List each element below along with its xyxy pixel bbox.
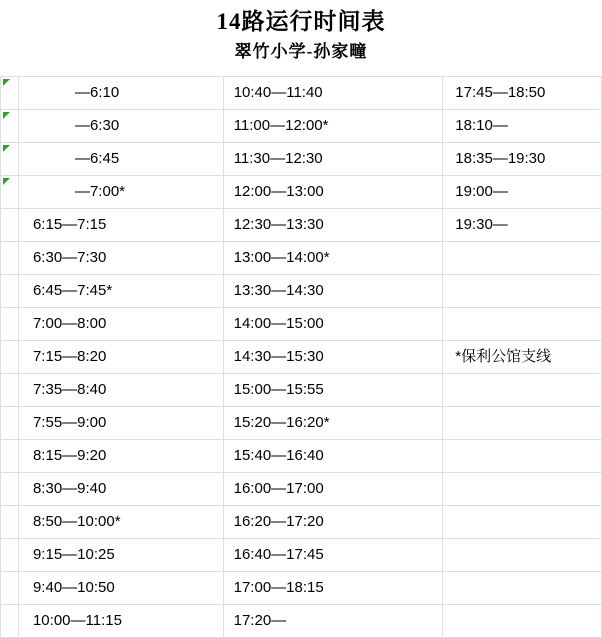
cell-column-b: 15:00—15:55 — [224, 374, 444, 407]
cell-column-b: 10:40—11:40 — [224, 77, 444, 110]
row-marker-cell — [1, 539, 19, 572]
cell-column-a: —7:00* — [19, 176, 224, 209]
cell-column-a: 6:15—7:15 — [19, 209, 224, 242]
table-row — [1, 143, 602, 176]
row-marker-cell — [1, 275, 19, 308]
cell-column-c — [443, 308, 602, 341]
cell-column-b: 12:30—13:30 — [224, 209, 444, 242]
row-marker-cell — [1, 407, 19, 440]
table-row — [1, 539, 602, 572]
cell-column-b: 16:00—17:00 — [224, 473, 444, 506]
cell-column-a: —6:45 — [19, 143, 224, 176]
cell-column-b: 13:30—14:30 — [224, 275, 444, 308]
cell-column-c: 18:35—19:30 — [443, 143, 602, 176]
row-marker-cell — [1, 374, 19, 407]
table-row — [1, 275, 602, 308]
table-row — [1, 374, 602, 407]
cell-column-b: 13:00—14:00* — [224, 242, 444, 275]
cell-column-b: 16:20—17:20 — [224, 506, 444, 539]
table-row — [1, 110, 602, 143]
cell-column-a: —6:30 — [19, 110, 224, 143]
row-marker-cell — [1, 473, 19, 506]
cell-column-c — [443, 572, 602, 605]
row-marker-cell — [1, 209, 19, 242]
row-marker-cell — [1, 77, 19, 110]
row-marker-cell — [1, 110, 19, 143]
cell-column-b: 15:20—16:20* — [224, 407, 444, 440]
cell-column-b: 11:00—12:00* — [224, 110, 444, 143]
cell-column-c: *保利公馆支线 — [443, 341, 602, 374]
cell-column-a: 7:00—8:00 — [19, 308, 224, 341]
cell-column-b: 17:20— — [224, 605, 444, 638]
cell-column-a: 7:55—9:00 — [19, 407, 224, 440]
cell-column-c: 19:30— — [443, 209, 602, 242]
table-row — [1, 209, 602, 242]
table-row — [1, 77, 602, 110]
cell-column-a: 7:15—8:20 — [19, 341, 224, 374]
row-marker-cell — [1, 572, 19, 605]
route-subtitle: 翠竹小学-孙家疃 — [234, 42, 368, 61]
comment-flag-icon — [3, 178, 10, 185]
cell-column-c: 19:00— — [443, 176, 602, 209]
table-row — [1, 308, 602, 341]
table-row — [1, 506, 602, 539]
cell-column-c — [443, 242, 602, 275]
cell-column-a: 8:30—9:40 — [19, 473, 224, 506]
comment-flag-icon — [3, 112, 10, 119]
row-marker-cell — [1, 440, 19, 473]
cell-column-a: 9:40—10:50 — [19, 572, 224, 605]
table-row — [1, 341, 602, 374]
cell-column-a: —6:10 — [19, 77, 224, 110]
cell-column-a: 6:30—7:30 — [19, 242, 224, 275]
table-row — [1, 176, 602, 209]
cell-column-b: 11:30—12:30 — [224, 143, 444, 176]
cell-column-a: 7:35—8:40 — [19, 374, 224, 407]
cell-column-c — [443, 407, 602, 440]
cell-column-c — [443, 440, 602, 473]
cell-column-c — [443, 506, 602, 539]
cell-column-c — [443, 605, 602, 638]
comment-flag-icon — [3, 145, 10, 152]
cell-column-b: 14:00—15:00 — [224, 308, 444, 341]
cell-column-c — [443, 275, 602, 308]
table-row — [1, 473, 602, 506]
row-marker-cell — [1, 308, 19, 341]
table-row — [1, 407, 602, 440]
cell-column-b: 12:00—13:00 — [224, 176, 444, 209]
cell-column-b: 17:00—18:15 — [224, 572, 444, 605]
cell-column-c: 17:45—18:50 — [443, 77, 602, 110]
cell-column-c — [443, 539, 602, 572]
row-marker-cell — [1, 506, 19, 539]
page-title: 14路运行时间表 — [216, 9, 386, 34]
comment-flag-icon — [3, 79, 10, 86]
timetable-grid — [0, 76, 602, 638]
cell-column-c — [443, 473, 602, 506]
cell-column-a: 6:45—7:45* — [19, 275, 224, 308]
cell-column-b: 15:40—16:40 — [224, 440, 444, 473]
row-marker-cell — [1, 605, 19, 638]
cell-column-a: 8:15—9:20 — [19, 440, 224, 473]
cell-column-a: 10:00—11:15 — [19, 605, 224, 638]
cell-column-a: 8:50—10:00* — [19, 506, 224, 539]
table-row — [1, 605, 602, 638]
row-marker-cell — [1, 341, 19, 374]
cell-column-a: 9:15—10:25 — [19, 539, 224, 572]
row-marker-cell — [1, 143, 19, 176]
row-marker-cell — [1, 176, 19, 209]
cell-column-c — [443, 374, 602, 407]
cell-column-b: 14:30—15:30 — [224, 341, 444, 374]
table-row — [1, 440, 602, 473]
cell-column-c: 18:10— — [443, 110, 602, 143]
table-row — [1, 242, 602, 275]
table-row — [1, 572, 602, 605]
row-marker-cell — [1, 242, 19, 275]
cell-column-b: 16:40—17:45 — [224, 539, 444, 572]
